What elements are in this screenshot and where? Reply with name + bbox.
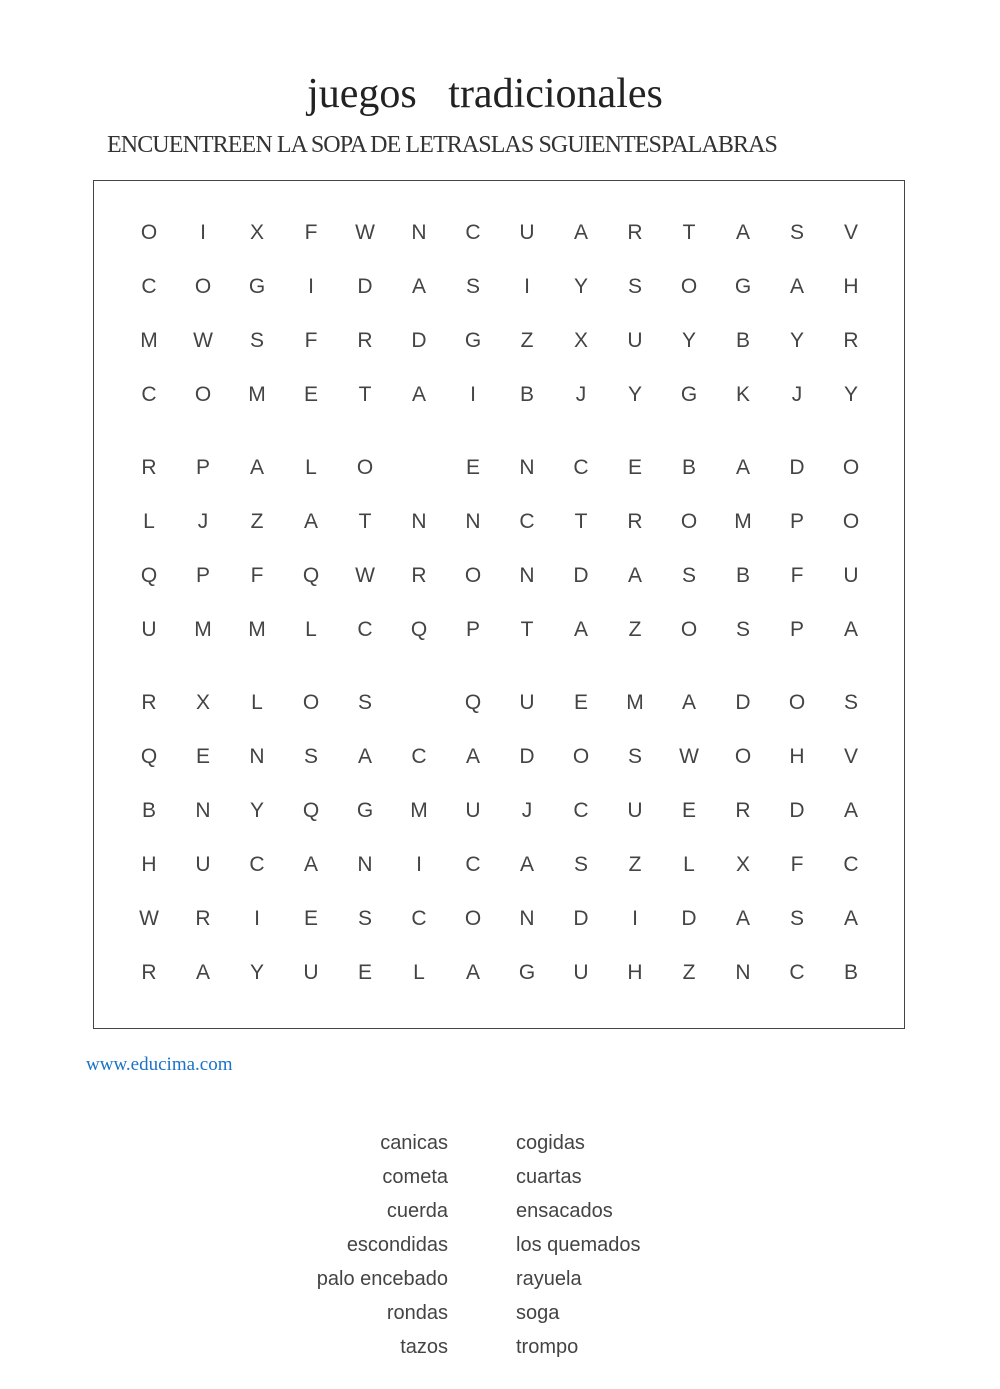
grid-letter: U	[843, 564, 859, 587]
grid-letter: V	[843, 221, 858, 244]
grid-letter: R	[141, 691, 157, 714]
grid-letter: S	[789, 221, 804, 244]
grid-letter: U	[141, 618, 157, 641]
grid-letter: N	[357, 853, 373, 876]
grid-letter: Z	[250, 510, 264, 533]
grid-row	[94, 326, 904, 356]
grid-letter: C	[573, 456, 589, 479]
grid-letter: D	[681, 907, 697, 930]
grid-letter: N	[249, 745, 265, 768]
word-list-left-column	[317, 1126, 448, 1364]
grid-letter: N	[519, 564, 535, 587]
grid-letter: O	[788, 691, 806, 714]
grid-letter: N	[519, 456, 535, 479]
grid-row	[94, 453, 904, 483]
grid-letter: R	[141, 456, 157, 479]
grid-letter: O	[572, 745, 590, 768]
grid-letter: F	[790, 853, 804, 876]
grid-letter: S	[789, 907, 804, 930]
instructions-heading: ENCUENTREEN LA SOPA DE LETRASLAS SGUIENTESPALABRAS	[107, 132, 777, 158]
grid-letter: E	[627, 456, 642, 479]
word-list-item: rayuela	[516, 1268, 582, 1290]
grid-letter: O	[464, 564, 482, 587]
grid-letter: Q	[140, 564, 158, 587]
grid-letter: O	[356, 456, 374, 479]
grid-letter: W	[355, 564, 375, 587]
grid-letter: S	[735, 618, 750, 641]
grid-letter: W	[679, 745, 699, 768]
grid-letter: T	[358, 383, 372, 406]
grid-letter: A	[303, 510, 318, 533]
grid-row	[94, 561, 904, 591]
grid-row	[94, 615, 904, 645]
grid-letter: Q	[302, 564, 320, 587]
grid-letter: Y	[843, 383, 858, 406]
grid-letter: A	[411, 275, 426, 298]
grid-row	[94, 796, 904, 826]
grid-letter: O	[464, 907, 482, 930]
grid-letter: G	[464, 329, 482, 352]
grid-letter: M	[248, 618, 266, 641]
grid-letter: Q	[140, 745, 158, 768]
grid-letter: E	[357, 961, 372, 984]
grid-letter: C	[465, 853, 481, 876]
grid-letter: P	[789, 618, 804, 641]
grid-letter: E	[195, 745, 210, 768]
grid-letter: I	[632, 907, 638, 930]
word-list-right-column	[516, 1126, 641, 1364]
grid-row	[94, 904, 904, 934]
grid-letter: V	[843, 745, 858, 768]
grid-letter: E	[681, 799, 696, 822]
grid-letter: N	[465, 510, 481, 533]
grid-letter: A	[573, 618, 588, 641]
grid-row	[94, 688, 904, 718]
grid-letter: G	[518, 961, 536, 984]
grid-letter: S	[843, 691, 858, 714]
grid-letter: C	[519, 510, 535, 533]
grid-letter: R	[735, 799, 751, 822]
grid-letter: D	[573, 907, 589, 930]
grid-letter: P	[465, 618, 480, 641]
grid-letter: D	[789, 456, 805, 479]
grid-letter: U	[573, 961, 589, 984]
word-search-grid	[93, 180, 905, 1029]
grid-letter: K	[735, 383, 750, 406]
grid-letter: D	[519, 745, 535, 768]
grid-letter: S	[303, 745, 318, 768]
word-list-item: cogidas	[516, 1132, 585, 1154]
grid-row	[94, 272, 904, 302]
grid-letter: R	[357, 329, 373, 352]
grid-letter: U	[627, 329, 643, 352]
grid-letter: N	[411, 221, 427, 244]
grid-letter: A	[789, 275, 804, 298]
grid-letter: O	[734, 745, 752, 768]
grid-letter: H	[843, 275, 859, 298]
grid-letter: T	[682, 221, 696, 244]
grid-letter: M	[140, 329, 158, 352]
grid-letter: E	[303, 383, 318, 406]
educima-link[interactable]: www.educima.com	[86, 1054, 233, 1075]
grid-letter: A	[573, 221, 588, 244]
grid-letter: C	[411, 907, 427, 930]
grid-row	[94, 507, 904, 537]
grid-letter: T	[358, 510, 372, 533]
word-list-item: cuerda	[386, 1200, 448, 1222]
grid-letter: X	[573, 329, 588, 352]
grid-letter: J	[791, 383, 803, 406]
grid-letter: A	[357, 745, 372, 768]
grid-letter: O	[194, 275, 212, 298]
grid-letter: L	[305, 618, 317, 641]
grid-letter: O	[680, 618, 698, 641]
grid-letter: B	[843, 961, 858, 984]
grid-letter: A	[411, 383, 426, 406]
word-list-item: soga	[516, 1302, 560, 1324]
grid-letter: L	[305, 456, 317, 479]
grid-letter: G	[680, 383, 698, 406]
grid-letter: M	[194, 618, 212, 641]
grid-letter: S	[573, 853, 588, 876]
grid-letter: U	[519, 221, 535, 244]
grid-letter: C	[249, 853, 265, 876]
grid-letter: S	[627, 745, 642, 768]
grid-letter: R	[627, 510, 643, 533]
grid-letter: U	[195, 853, 211, 876]
grid-letter: A	[519, 853, 534, 876]
grid-letter: S	[627, 275, 642, 298]
grid-letter: G	[248, 275, 266, 298]
grid-letter: O	[680, 510, 698, 533]
grid-letter: Q	[410, 618, 428, 641]
grid-letter: A	[735, 456, 750, 479]
grid-letter: B	[141, 799, 156, 822]
grid-letter: I	[470, 383, 476, 406]
grid-letter: M	[248, 383, 266, 406]
grid-letter: W	[139, 907, 159, 930]
grid-letter: P	[789, 510, 804, 533]
word-list-item: palo encebado	[316, 1268, 448, 1290]
grid-letter: C	[411, 745, 427, 768]
grid-letter: A	[735, 907, 750, 930]
grid-letter: D	[573, 564, 589, 587]
grid-letter: F	[304, 329, 318, 352]
grid-letter: Y	[789, 329, 804, 352]
grid-letter: N	[195, 799, 211, 822]
grid-letter: Z	[628, 618, 642, 641]
grid-letter: J	[575, 383, 587, 406]
grid-letter: R	[627, 221, 643, 244]
grid-letter: N	[519, 907, 535, 930]
grid-letter: T	[520, 618, 534, 641]
grid-letter: S	[249, 329, 264, 352]
grid-letter: O	[680, 275, 698, 298]
grid-letter: C	[465, 221, 481, 244]
grid-letter: A	[249, 456, 264, 479]
grid-letter: N	[735, 961, 751, 984]
word-list-item: canicas	[380, 1132, 448, 1154]
grid-letter: E	[573, 691, 588, 714]
grid-letter: A	[843, 907, 858, 930]
grid-letter: Y	[627, 383, 642, 406]
grid-letter: G	[356, 799, 374, 822]
grid-letter: Y	[573, 275, 588, 298]
word-list-item: ensacados	[516, 1200, 613, 1222]
grid-letter: S	[357, 907, 372, 930]
grid-letter: O	[842, 456, 860, 479]
grid-letter: S	[465, 275, 480, 298]
grid-letter: I	[308, 275, 314, 298]
grid-letter: B	[735, 329, 750, 352]
grid-letter: O	[302, 691, 320, 714]
grid-letter: I	[524, 275, 530, 298]
grid-letter: J	[197, 510, 209, 533]
grid-letter: D	[411, 329, 427, 352]
grid-letter: C	[789, 961, 805, 984]
grid-letter: W	[193, 329, 213, 352]
page-title: juegos tradicionales	[307, 71, 663, 117]
grid-letter: O	[140, 221, 158, 244]
grid-letter: F	[304, 221, 318, 244]
grid-letter: I	[254, 907, 260, 930]
grid-letter: S	[357, 691, 372, 714]
grid-letter: P	[195, 564, 210, 587]
grid-letter: H	[141, 853, 157, 876]
grid-row	[94, 380, 904, 410]
grid-letter: U	[627, 799, 643, 822]
grid-letter: C	[141, 275, 157, 298]
grid-letter: M	[410, 799, 428, 822]
grid-letter: N	[411, 510, 427, 533]
grid-letter: A	[195, 961, 210, 984]
grid-letter: U	[303, 961, 319, 984]
word-list-item: rondas	[386, 1302, 448, 1324]
grid-letter: O	[842, 510, 860, 533]
grid-letter: Y	[249, 961, 264, 984]
grid-letter: X	[195, 691, 210, 714]
grid-letter: A	[843, 799, 858, 822]
grid-letter: L	[251, 691, 263, 714]
grid-letter: U	[465, 799, 481, 822]
grid-letter: C	[357, 618, 373, 641]
grid-letter: R	[843, 329, 859, 352]
word-list-item: cuartas	[516, 1166, 582, 1188]
grid-letter: X	[249, 221, 264, 244]
grid-row	[94, 218, 904, 248]
grid-letter: A	[465, 745, 480, 768]
grid-letter: A	[735, 221, 750, 244]
grid-letter: Y	[249, 799, 264, 822]
grid-letter: E	[465, 456, 480, 479]
word-list-item: cometa	[382, 1166, 448, 1188]
grid-letter: P	[195, 456, 210, 479]
grid-letter: D	[357, 275, 373, 298]
grid-letter: H	[627, 961, 643, 984]
grid-letter: B	[681, 456, 696, 479]
grid-row	[94, 958, 904, 988]
grid-letter: U	[519, 691, 535, 714]
grid-letter: C	[141, 383, 157, 406]
grid-letter: A	[465, 961, 480, 984]
grid-letter: M	[626, 691, 644, 714]
grid-letter: Q	[464, 691, 482, 714]
grid-letter: D	[735, 691, 751, 714]
grid-letter: W	[355, 221, 375, 244]
grid-letter: I	[416, 853, 422, 876]
grid-letter: M	[734, 510, 752, 533]
grid-letter: A	[681, 691, 696, 714]
grid-letter: I	[200, 221, 206, 244]
grid-letter: R	[411, 564, 427, 587]
grid-letter: A	[843, 618, 858, 641]
grid-letter: G	[734, 275, 752, 298]
grid-letter: F	[250, 564, 264, 587]
grid-letter: A	[627, 564, 642, 587]
grid-letter: Z	[628, 853, 642, 876]
grid-letter: H	[789, 745, 805, 768]
grid-letter: T	[574, 510, 588, 533]
grid-letter: Z	[682, 961, 696, 984]
grid-letter: Y	[681, 329, 696, 352]
grid-letter: R	[195, 907, 211, 930]
grid-letter: L	[413, 961, 425, 984]
grid-letter: J	[521, 799, 533, 822]
grid-letter: B	[519, 383, 534, 406]
word-list-item: tazos	[400, 1336, 448, 1358]
grid-letter: L	[143, 510, 155, 533]
grid-letter: R	[141, 961, 157, 984]
grid-letter: L	[683, 853, 695, 876]
word-list-item: escondidas	[346, 1234, 448, 1256]
grid-row	[94, 742, 904, 772]
grid-letter: O	[194, 383, 212, 406]
grid-letter: E	[303, 907, 318, 930]
grid-letter: A	[303, 853, 318, 876]
word-list-item: los quemados	[516, 1234, 641, 1256]
word-list-item: trompo	[516, 1336, 579, 1358]
grid-letter: D	[789, 799, 805, 822]
grid-letter: C	[843, 853, 859, 876]
grid-letter: Z	[520, 329, 534, 352]
grid-row	[94, 850, 904, 880]
grid-letter: F	[790, 564, 804, 587]
grid-letter: X	[735, 853, 750, 876]
grid-letter: S	[681, 564, 696, 587]
grid-letter: Q	[302, 799, 320, 822]
grid-letter: B	[735, 564, 750, 587]
grid-letter: C	[573, 799, 589, 822]
